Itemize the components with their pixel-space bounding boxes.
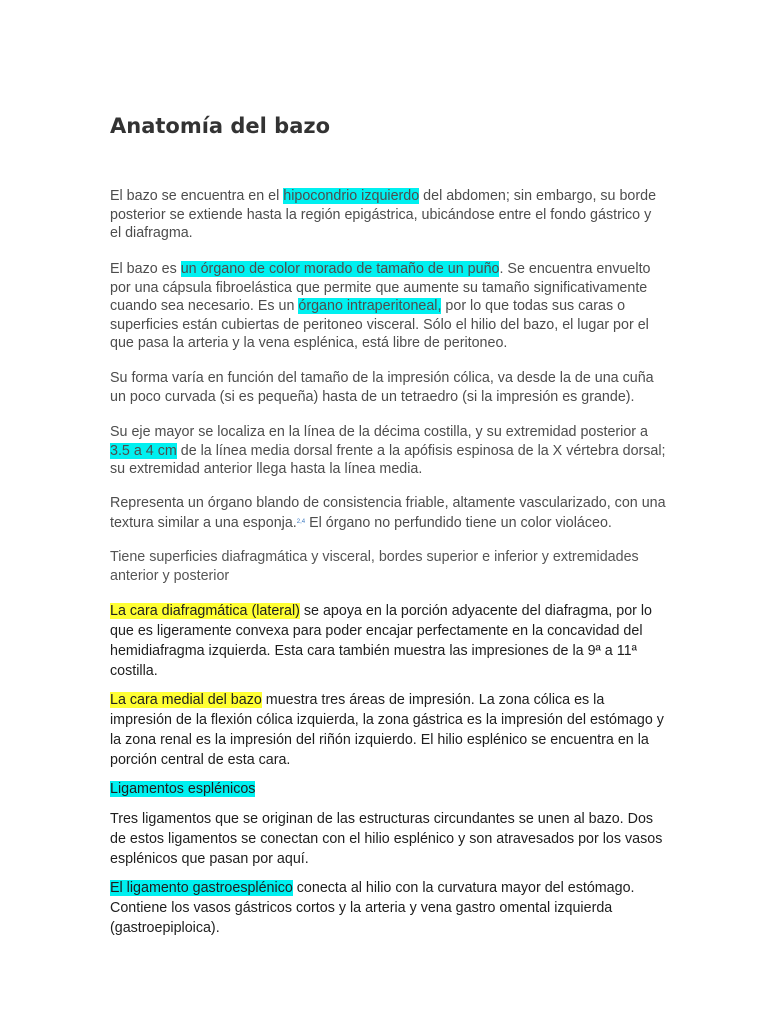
highlight-organo-morado: un órgano de color morado de tamaño de un puño	[180, 261, 500, 277]
page-title: Anatomía del bazo	[110, 114, 331, 138]
paragraph-text: del abdomen; sin embargo, su borde posterior se extiende hasta la región epigástrica, ubicándose entre el fondo gástrico y el diafragma.	[110, 188, 657, 241]
paragraph-medial-face	[110, 690, 666, 770]
paragraph-text: por lo que todas sus caras o superficies están cubiertas de peritoneo visceral. Sólo el hilio del bazo, el lugar por el que pasa la arteria y la vena esplénica, está libre de peritoneo.	[110, 298, 649, 351]
paragraph-text: Su forma varía en función del tamaño de la impresión cólica, va desde la de una cuña un poco curvada (si es pequeña) hasta de un tetraedro (si la impresión es grande).	[110, 370, 654, 405]
section-heading-ligaments	[110, 779, 666, 799]
paragraph-text: El bazo se encuentra en el	[110, 188, 284, 204]
paragraph-shape	[110, 369, 666, 406]
paragraph-description	[110, 260, 666, 353]
highlight-ligamentos: Ligamentos esplénicos	[110, 781, 256, 797]
paragraph-text: Tres ligamentos que se originan de las estructuras circundantes se unen al bazo. Dos de estos ligamentos se conectan con el hilio esplénico y son atravesados por los vasos esplénicos que pasan por aquí.	[110, 811, 663, 867]
paragraph-texture	[110, 494, 666, 532]
paragraph-text: Representa un órgano blando de consistencia friable, altamente vascularizado, con una textura similar a una esponja.	[110, 495, 666, 531]
paragraph-ligaments	[110, 809, 666, 869]
highlight-cara-diafragmatica: La cara diafragmática (lateral)	[110, 603, 300, 619]
highlight-distance: 3.5 a 4 cm	[110, 442, 177, 459]
paragraph-text: El órgano no perfundido tiene un color violáceo.	[305, 514, 612, 531]
paragraph-text: Tiene superficies diafragmática y visceral, bordes superior e inferior y extremidades anterior y posterior	[110, 549, 639, 584]
paragraph-text: se apoya en la porción adyacente del diafragma, por lo que es ligeramente convexa para poder encajar perfectamente en la concavidad del hemidiafragma izquierda. Esta cara también muestra las impresiones de la 9ª a 11ª costilla.	[110, 603, 653, 679]
paragraph-surfaces	[110, 548, 666, 585]
paragraph-axis	[110, 423, 666, 479]
highlight-cara-medial: La cara medial del bazo	[110, 692, 262, 708]
highlight-intraperitoneal: órgano intraperitoneal,	[298, 298, 442, 314]
paragraph-text: El bazo es	[110, 261, 181, 277]
reference-link[interactable]: 2,4	[296, 518, 306, 525]
paragraph-location	[110, 187, 666, 243]
paragraph-diaphragmatic-face	[110, 601, 666, 681]
paragraph-text: . Se encuentra envuelto por una cápsula fibroelástica que permite que aumente su tamaño significativamente cuando sea necesario. Es un	[110, 261, 651, 314]
paragraph-text: conecta al hilio con la curvatura mayor del estómago. Contiene los vasos gástricos cortos y la arteria y vena gastro omental izquierda (gastroepiploica).	[110, 880, 635, 936]
highlight-hipocondrio: hipocondrio izquierdo	[283, 188, 420, 204]
paragraph-text: muestra tres áreas de impresión. La zona cólica es la impresión de la flexión cólica izquierda, la zona gástrica es la impresión del estómago y la zona renal es la impresión del riñón izquierdo. El hilio esplénico se encuentra en la porción central de esta cara.	[110, 692, 664, 768]
paragraph-gastrosplenic	[110, 878, 666, 938]
highlight-ligamento-gastroesplenico: El ligamento gastroesplénico	[110, 880, 293, 896]
paragraph-text: de la línea media dorsal frente a la apófisis espinosa de la X vértebra dorsal; su extremidad anterior llega hasta la línea media.	[110, 442, 666, 477]
paragraph-text: Su eje mayor se localiza en la línea de la décima costilla, y su extremidad posterior a	[110, 424, 648, 440]
